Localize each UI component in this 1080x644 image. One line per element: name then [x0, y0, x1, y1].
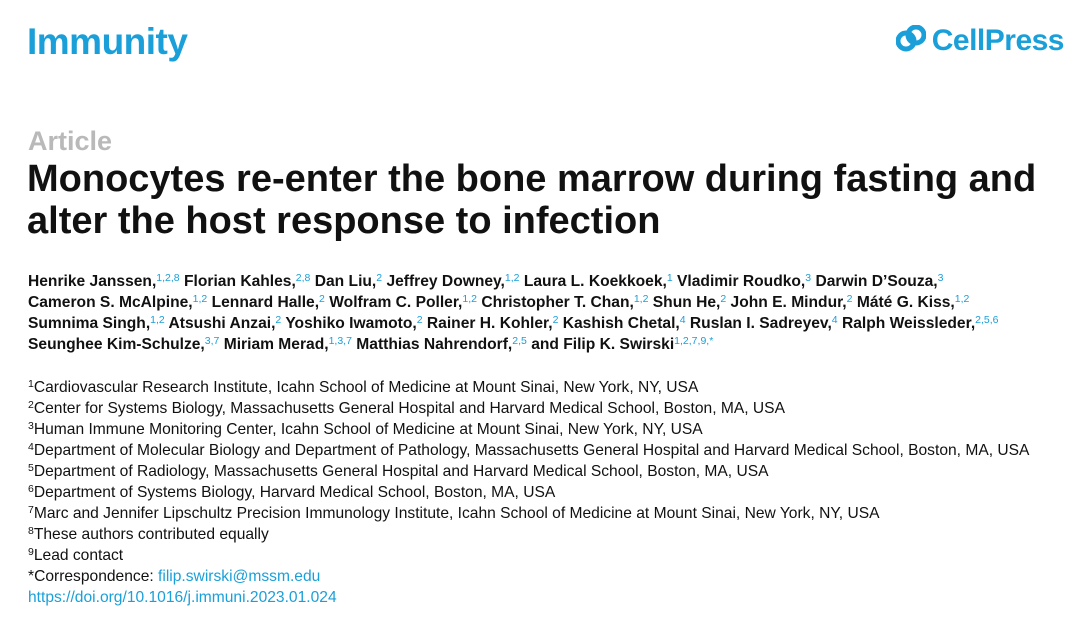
author-list	[28, 271, 1068, 355]
author-name[interactable]: Florian Kahles,	[184, 273, 296, 290]
author-entry	[28, 336, 219, 353]
author-name[interactable]: Henrike Janssen,	[28, 273, 157, 290]
affiliation-number: 7	[28, 504, 34, 516]
author-entry	[524, 273, 673, 290]
author-name[interactable]: and Filip K. Swirski	[531, 336, 675, 353]
author-affiliation-marker[interactable]: 2	[552, 314, 559, 326]
affiliation-item	[28, 482, 1068, 503]
affiliation-item	[28, 503, 1068, 524]
author-name[interactable]: Christopher T. Chan,	[481, 294, 634, 311]
author-name[interactable]: Sumnima Singh,	[28, 315, 151, 332]
affiliation-text: Lead contact	[33, 547, 124, 564]
affiliation-text: Marc and Jennifer Lipschultz Precision Immunology Institute, Icahn School of Medicine at Mount Sinai, New York, NY, USA	[33, 505, 880, 522]
affiliation-text: Center for Systems Biology, Massachusetts General Hospital and Harvard Medical School, Boston, MA, USA	[33, 400, 785, 417]
affiliation-item	[28, 545, 1068, 566]
author-entry	[842, 315, 999, 332]
affiliation-item	[28, 377, 1068, 398]
author-entry	[857, 294, 970, 311]
author-entry	[690, 315, 838, 332]
author-name[interactable]: Laura L. Koekkoek,	[523, 273, 667, 290]
author-affiliation-marker[interactable]: 2	[416, 314, 423, 326]
author-affiliation-marker[interactable]: 2	[376, 272, 383, 284]
author-entry	[563, 315, 686, 332]
affiliation-text: Department of Radiology, Massachusetts General Hospital and Harvard Medical School, Boston, MA, USA	[33, 463, 769, 480]
author-entry	[653, 294, 726, 311]
author-affiliation-marker[interactable]: 2	[846, 293, 853, 305]
cellpress-logo-icon	[896, 25, 926, 58]
author-entry	[677, 273, 811, 290]
doi-link[interactable]: https://doi.org/10.1016/j.immuni.2023.01.024	[28, 589, 337, 606]
publisher-logo[interactable]	[896, 24, 1064, 58]
affiliation-text: Cardiovascular Research Institute, Icahn School of Medicine at Mount Sinai, New York, NY, USA	[33, 379, 699, 396]
author-name[interactable]: Jeffrey Downey,	[386, 273, 505, 290]
author-name[interactable]: Wolfram C. Poller,	[329, 294, 463, 311]
affiliation-item	[28, 524, 1068, 545]
author-name[interactable]: Cameron S. McAlpine,	[28, 294, 193, 311]
author-affiliation-marker[interactable]: 2	[275, 314, 282, 326]
author-affiliation-marker[interactable]: 2	[720, 293, 727, 305]
author-name[interactable]: John E. Mindur,	[730, 294, 847, 311]
affiliation-text: Department of Systems Biology, Harvard Medical School, Boston, MA, USA	[33, 484, 556, 501]
correspondence-line	[28, 566, 1068, 587]
author-affiliation-marker[interactable]: 3	[805, 272, 812, 284]
author-entry	[815, 273, 943, 290]
author-entry	[184, 273, 310, 290]
author-affiliation-marker[interactable]: 1,2	[633, 293, 649, 305]
author-affiliation-marker[interactable]: 2,8	[295, 272, 311, 284]
author-entry	[224, 336, 352, 353]
author-affiliation-marker[interactable]: 3,7	[204, 335, 220, 347]
author-entry	[28, 294, 207, 311]
publisher-name: CellPress	[931, 24, 1064, 57]
author-entry	[481, 294, 648, 311]
author-name[interactable]: Ralph Weissleder,	[841, 315, 976, 332]
affiliation-item	[28, 398, 1068, 419]
author-name[interactable]: Darwin D’Souza,	[815, 273, 938, 290]
author-name[interactable]: Lennard Halle,	[211, 294, 320, 311]
author-entry	[427, 315, 559, 332]
affiliation-number: 6	[28, 483, 34, 495]
affiliation-text: Department of Molecular Biology and Department of Pathology, Massachusetts General Hospital and Harvard Medical School, Boston, MA, USA	[33, 442, 1030, 459]
author-name[interactable]: Vladimir Roudko,	[677, 273, 806, 290]
affiliation-number: 4	[28, 441, 34, 453]
author-affiliation-marker[interactable]: 1,2	[954, 293, 970, 305]
author-entry	[212, 294, 325, 311]
author-name[interactable]: Ruslan I. Sadreyev,	[689, 315, 832, 332]
author-affiliation-marker[interactable]: 4	[679, 314, 686, 326]
author-name[interactable]: Dan Liu,	[314, 273, 377, 290]
affiliation-text: These authors contributed equally	[33, 526, 269, 543]
correspondence-label: *Correspondence:	[28, 568, 159, 585]
author-entry	[731, 294, 853, 311]
author-affiliation-marker[interactable]: 1,2	[150, 314, 165, 326]
author-entry	[315, 273, 382, 290]
affiliation-item	[28, 461, 1068, 482]
affiliations-block	[28, 377, 1068, 608]
author-name[interactable]: Matthias Nahrendorf,	[356, 336, 513, 353]
affiliation-number: 1	[28, 378, 34, 390]
author-affiliation-marker[interactable]: 1,2	[504, 272, 520, 284]
affiliation-number: 8	[28, 525, 34, 537]
author-name[interactable]: Seunghee Kim-Schulze,	[28, 336, 205, 353]
author-entry	[386, 273, 519, 290]
author-affiliation-marker[interactable]: 1,3,7	[328, 335, 352, 347]
affiliation-number: 2	[28, 399, 34, 411]
author-affiliation-marker[interactable]: 1,2,8	[156, 272, 180, 284]
affiliation-text: Human Immune Monitoring Center, Icahn School of Medicine at Mount Sinai, New York, NY, USA	[33, 421, 703, 438]
author-name[interactable]: Kashish Chetal,	[562, 315, 680, 332]
author-name[interactable]: Yoshiko Iwamoto,	[285, 315, 417, 332]
correspondence-email-link[interactable]: filip.swirski@mssm.edu	[158, 568, 321, 585]
author-entry	[28, 315, 165, 332]
author-entry	[169, 315, 282, 332]
affiliation-number: 9	[28, 546, 34, 558]
author-name[interactable]: Shun He,	[652, 294, 721, 311]
author-name[interactable]: Máté G. Kiss,	[856, 294, 955, 311]
author-affiliation-marker[interactable]: 3	[937, 272, 944, 284]
author-entry	[531, 336, 713, 353]
affiliation-number: 5	[28, 462, 34, 474]
author-affiliation-marker[interactable]: 2,5,6	[975, 314, 999, 326]
affiliation-item	[28, 419, 1068, 440]
author-affiliation-marker[interactable]: 1	[666, 272, 673, 284]
affiliation-number: 3	[28, 420, 34, 432]
author-name[interactable]: Rainer H. Kohler,	[426, 315, 553, 332]
author-affiliation-marker[interactable]: 2	[319, 293, 325, 305]
journal-name[interactable]: Immunity	[27, 21, 188, 62]
author-name[interactable]: Atsushi Anzai,	[168, 315, 276, 332]
author-entry	[28, 273, 180, 290]
author-entry	[285, 315, 422, 332]
article-type-label: Article	[28, 126, 113, 156]
author-affiliation-marker[interactable]: 1,2,7,9,*	[674, 335, 714, 347]
author-affiliation-marker[interactable]: 1,2	[192, 293, 208, 305]
author-affiliation-marker[interactable]: 1,2	[462, 293, 477, 305]
article-title: Monocytes re-enter the bone marrow during fasting and alter the host response to infection	[27, 158, 1037, 242]
author-entry	[329, 294, 477, 311]
author-name[interactable]: Miriam Merad,	[223, 336, 329, 353]
affiliation-item	[28, 440, 1068, 461]
author-affiliation-marker[interactable]: 2,5	[512, 335, 527, 347]
author-entry	[356, 336, 527, 353]
author-affiliation-marker[interactable]: 4	[831, 314, 838, 326]
